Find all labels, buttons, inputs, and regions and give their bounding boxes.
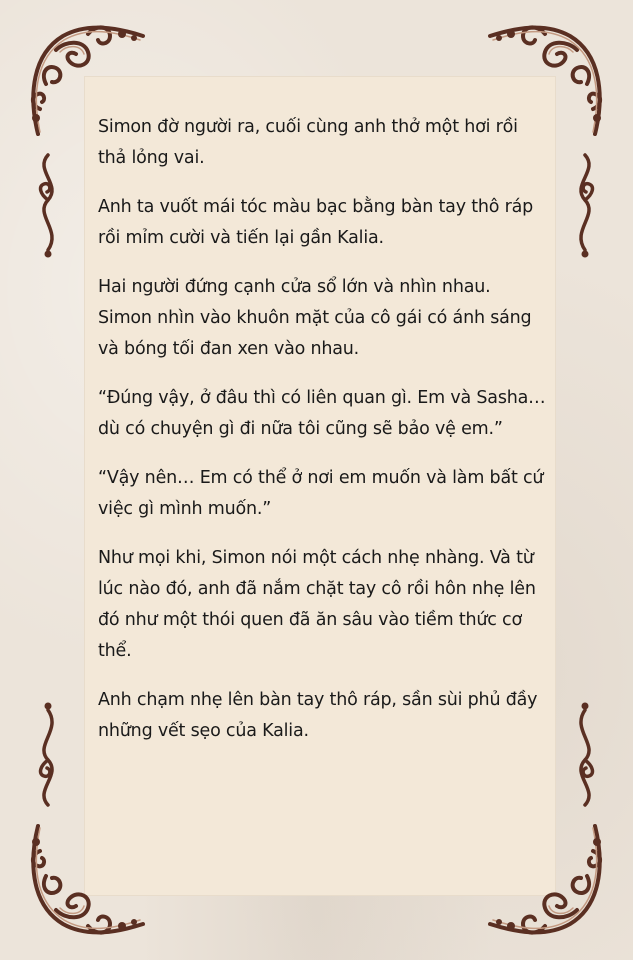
flourish-icon [26, 150, 70, 260]
paragraph: Như mọi khi, Simon nói một cách nhẹ nhàng. Và từ lúc nào đó, anh đã nắm chặt tay cô rồi hôn nhẹ lên đó như một thói quen đã ăn sâu vào tiềm thức cơ thể. [98, 548, 536, 661]
paragraph: “Đúng vậy, ở đâu thì có liên quan gì. Em và Sasha… dù có chuyện gì đi nữa tôi cũng sẽ bảo vệ em.” [98, 388, 546, 439]
scroll-ornament-icon [18, 806, 158, 946]
paragraph: Anh ta vuốt mái tóc màu bạc bằng bàn tay thô ráp rồi mỉm cười và tiến lại gần Kalia. [98, 197, 534, 248]
flourish-icon [563, 150, 607, 260]
paragraph: “Vậy nên… Em có thể ở nơi em muốn và làm bất cứ việc gì mình muốn.” [98, 468, 544, 519]
side-flourish-right-bottom [563, 700, 607, 810]
corner-ornament-bottom-left [18, 806, 158, 946]
flourish-icon [26, 700, 70, 810]
side-flourish-left-top [26, 150, 70, 260]
paragraph: Simon đờ người ra, cuối cùng anh thở một hơi rồi thả lỏng vai. [98, 117, 518, 168]
side-flourish-right-top [563, 150, 607, 260]
scroll-ornament-icon [475, 806, 615, 946]
side-flourish-left-bottom [26, 700, 70, 810]
paragraph: Hai người đứng cạnh cửa sổ lớn và nhìn nhau. Simon nhìn vào khuôn mặt của cô gái có ánh sáng và bóng tối đan xen vào nhau. [98, 277, 532, 359]
corner-ornament-bottom-right [475, 806, 615, 946]
flourish-icon [563, 700, 607, 810]
story-text [98, 112, 548, 765]
paragraph: Anh chạm nhẹ lên bàn tay thô ráp, sần sùi phủ đầy những vết sẹo của Kalia. [98, 690, 538, 741]
